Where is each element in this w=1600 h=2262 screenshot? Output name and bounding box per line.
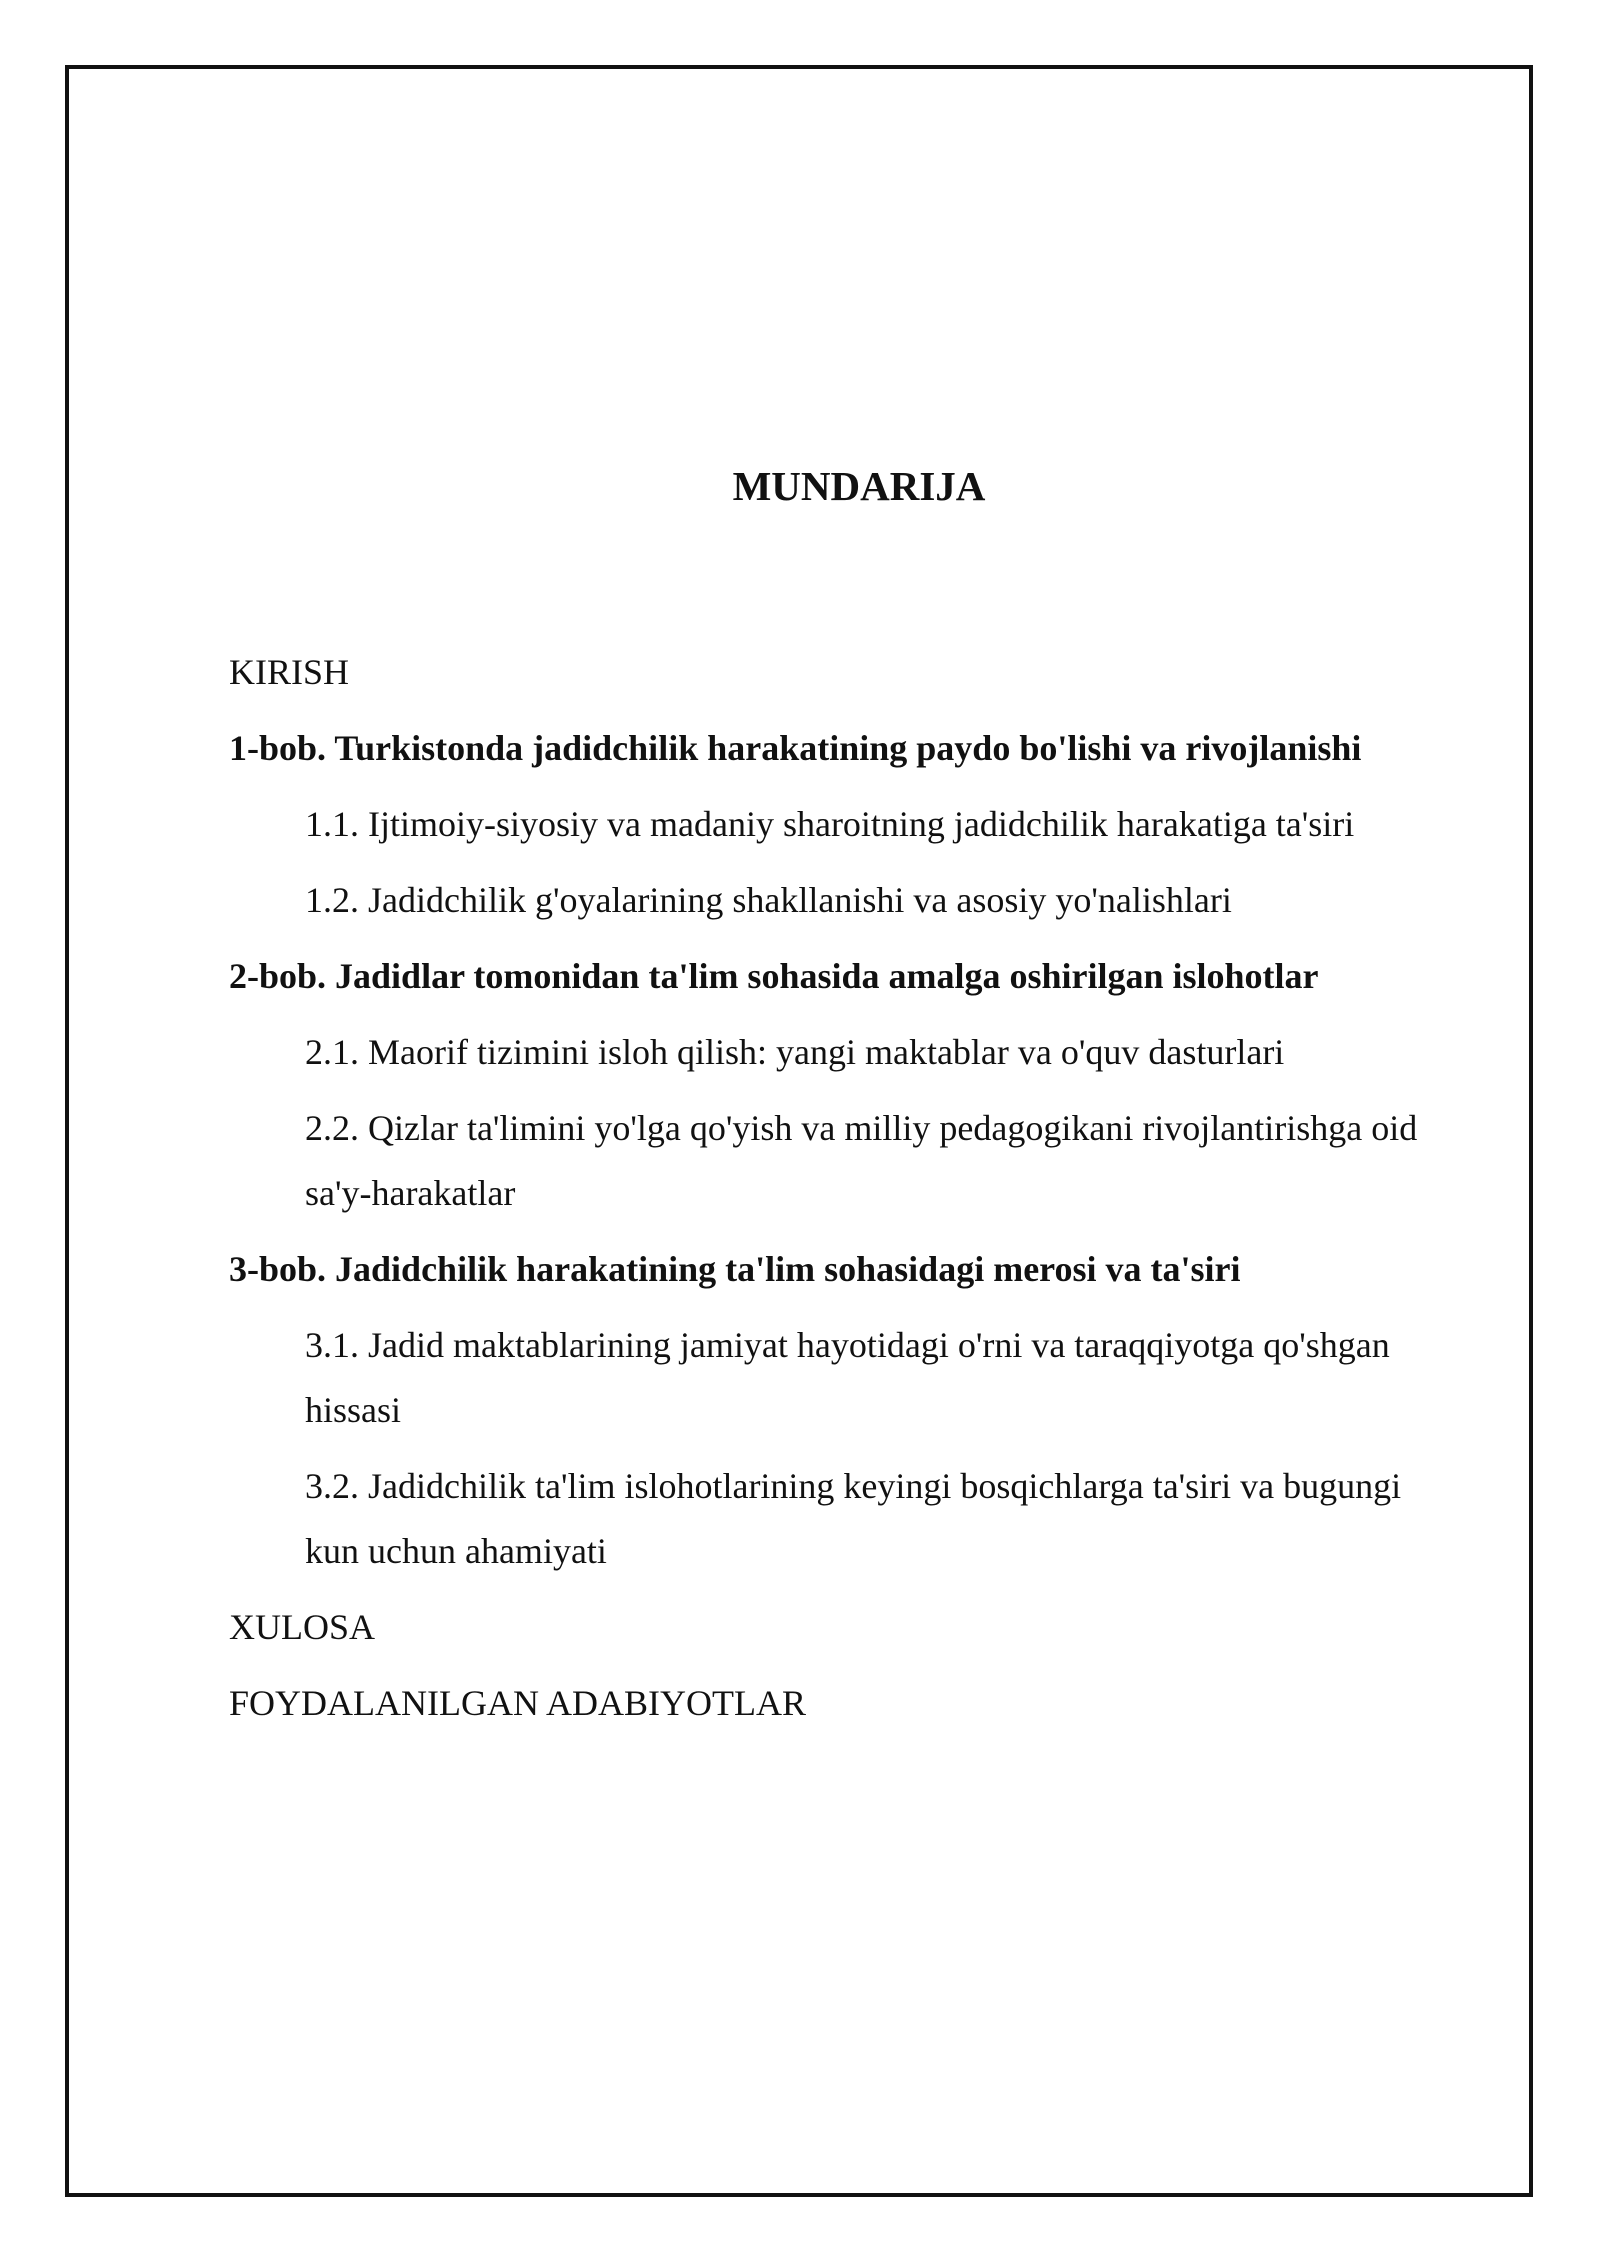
toc-chapter-1: 1-bob. Turkistonda jadidchilik harakatining paydo bo'lishi va rivojlanishi bbox=[229, 728, 1362, 768]
toc-section-2-1: 2.1. Maorif tizimini isloh qilish: yangi maktablar va o'quv dasturlari bbox=[305, 1032, 1285, 1072]
toc-section-2-2 bbox=[229, 1096, 1499, 1226]
toc-intro: KIRISH bbox=[229, 652, 350, 692]
toc-section-3-2 bbox=[229, 1454, 1499, 1584]
toc-section-3-2-line-1: 3.2. Jadidchilik ta'lim islohotlarining keyingi bosqichlarga ta'siri va bugungi bbox=[305, 1466, 1402, 1506]
toc-section-1-1: 1.1. Ijtimoiy-siyosiy va madaniy sharoitning jadidchilik harakatiga ta'siri bbox=[305, 804, 1355, 844]
toc-section-3-1-line-1: 3.1. Jadid maktablarining jamiyat hayotidagi o'rni va taraqqiyotga qo'shgan bbox=[305, 1325, 1390, 1365]
toc-chapter-2: 2-bob. Jadidlar tomonidan ta'lim sohasida amalga oshirilgan islohotlar bbox=[229, 956, 1319, 996]
toc-section-3-1 bbox=[229, 1313, 1499, 1443]
toc-conclusion: XULOSA bbox=[229, 1607, 376, 1647]
toc-section-3-2-line-2: kun uchun ahamiyati bbox=[305, 1531, 607, 1571]
document-title: MUNDARIJA bbox=[732, 463, 986, 509]
toc-section-2-2-line-2: sa'y-harakatlar bbox=[305, 1173, 516, 1213]
table-of-contents bbox=[229, 640, 1499, 1747]
toc-chapter-3: 3-bob. Jadidchilik harakatining ta'lim sohasidagi merosi va ta'siri bbox=[229, 1249, 1241, 1289]
toc-section-3-1-line-2: hissasi bbox=[305, 1390, 402, 1430]
toc-section-1-2: 1.2. Jadidchilik g'oyalarining shakllanishi va asosiy yo'nalishlari bbox=[305, 880, 1232, 920]
toc-references: FOYDALANILGAN ADABIYOTLAR bbox=[229, 1683, 806, 1723]
toc-section-2-2-line-1: 2.2. Qizlar ta'limini yo'lga qo'yish va milliy pedagogikani rivojlantirishga oid bbox=[305, 1108, 1418, 1148]
